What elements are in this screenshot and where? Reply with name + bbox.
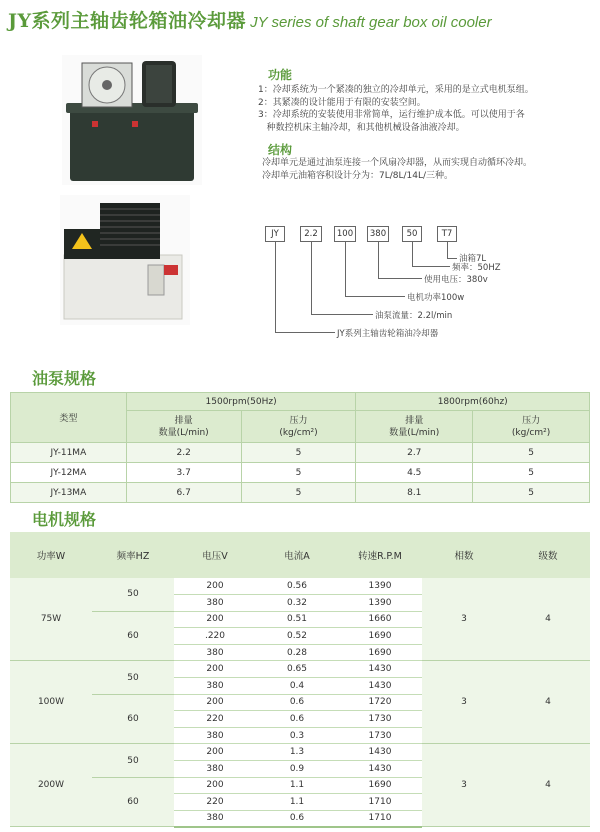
motor-voltage: 200 xyxy=(174,611,256,628)
connector xyxy=(345,242,346,296)
annotation-power: 电机功率100w xyxy=(407,293,465,303)
motor-header-current: 电流A xyxy=(256,532,338,578)
motor-power: 100W xyxy=(10,661,92,744)
model-box-power: 100 xyxy=(334,226,356,242)
connector xyxy=(412,242,413,266)
motor-current: 0.6 xyxy=(256,810,338,827)
motor-current: 0.32 xyxy=(256,595,338,612)
pump-header-pressure xyxy=(473,411,590,443)
pump-pressure-label: 压力 xyxy=(289,415,308,426)
page-title xyxy=(8,6,492,38)
motor-current: 1.1 xyxy=(256,794,338,811)
structure-text xyxy=(262,157,597,182)
motor-header-voltage: 电压V xyxy=(174,532,256,578)
motor-speed: 1710 xyxy=(338,794,422,811)
product-photo-cooler-large xyxy=(62,55,202,185)
pump-header-group1: 1500rpm(50Hz) xyxy=(126,393,356,411)
motor-speed: 1690 xyxy=(338,628,422,645)
table-row xyxy=(10,661,590,678)
table-row xyxy=(10,578,590,595)
annotation-series: JY系列主轴齿轮箱油冷却器 xyxy=(337,329,439,339)
pump-header-type: 类型 xyxy=(11,393,127,443)
motor-current: 0.9 xyxy=(256,761,338,778)
motor-voltage: 380 xyxy=(174,678,256,695)
motor-frequency: 50 xyxy=(92,661,174,694)
pump-pressure-60hz: 5 xyxy=(473,443,590,463)
motor-spec-title: 电机规格 xyxy=(32,510,97,529)
model-box-voltage: 380 xyxy=(367,226,389,242)
structure-line: 冷却单元油箱容积设计分为：7L/8L/14L/三种。 xyxy=(262,170,454,181)
motor-voltage: 220 xyxy=(174,794,256,811)
pump-flow-50hz: 6.7 xyxy=(126,483,241,503)
function-line: 1：冷却系统为一个紧凑的独立的冷却单元，采用的是立式电机泵组。 xyxy=(258,85,534,95)
motor-poles: 4 xyxy=(506,744,590,827)
motor-spec-table xyxy=(10,532,590,828)
motor-poles: 4 xyxy=(506,661,590,744)
motor-speed: 1430 xyxy=(338,678,422,695)
pump-flow-50hz: 2.2 xyxy=(126,443,241,463)
pump-flow-label: 排量 xyxy=(174,415,193,426)
motor-power: 200W xyxy=(10,744,92,827)
pump-type: JY-12MA xyxy=(11,463,127,483)
connector xyxy=(378,278,422,279)
pump-pressure-60hz: 5 xyxy=(473,463,590,483)
pump-flow-60hz: 8.1 xyxy=(356,483,473,503)
motor-frequency: 50 xyxy=(92,578,174,611)
annotation-flow: 油泵流量：2.2l/min xyxy=(375,311,453,321)
title-en: JY series of shaft gear box oil cooler xyxy=(250,14,492,31)
function-line: 种数控机床主轴冷却，和其他机械设备油液冷却。 xyxy=(258,122,465,133)
function-line: 2：其紧凑的设计能用于有限的安装空间。 xyxy=(258,97,426,108)
pump-type: JY-13MA xyxy=(11,483,127,503)
connector xyxy=(447,258,457,259)
structure-heading: 结构 xyxy=(268,143,293,157)
motor-speed: 1390 xyxy=(338,578,422,595)
model-box-series: JY xyxy=(265,226,285,242)
motor-speed: 1430 xyxy=(338,744,422,761)
pump-flow-50hz: 3.7 xyxy=(126,463,241,483)
motor-current: 0.4 xyxy=(256,678,338,695)
motor-voltage: .220 xyxy=(174,628,256,645)
motor-current: 0.52 xyxy=(256,628,338,645)
pump-pressure-50hz: 5 xyxy=(241,443,356,463)
function-heading: 功能 xyxy=(268,68,293,82)
motor-frequency: 50 xyxy=(92,744,174,777)
motor-header-phase: 相数 xyxy=(422,532,506,578)
motor-phase: 3 xyxy=(422,578,506,661)
connector xyxy=(412,266,450,267)
pump-pressure-unit: (kg/cm²) xyxy=(511,427,551,438)
function-text xyxy=(258,84,593,134)
pump-pressure-50hz: 5 xyxy=(241,483,356,503)
motor-voltage: 200 xyxy=(174,661,256,678)
motor-speed: 1690 xyxy=(338,777,422,794)
motor-header-power: 功率W xyxy=(10,532,92,578)
connector xyxy=(275,242,276,332)
pump-pressure-50hz: 5 xyxy=(241,463,356,483)
connector xyxy=(345,296,405,297)
motor-current: 1.1 xyxy=(256,777,338,794)
motor-speed: 1430 xyxy=(338,761,422,778)
motor-current: 1.3 xyxy=(256,744,338,761)
pump-spec-title: 油泵规格 xyxy=(32,369,97,388)
pump-flow-label: 排量 xyxy=(405,415,424,426)
motor-frequency: 60 xyxy=(92,611,174,661)
pump-pressure-60hz: 5 xyxy=(473,483,590,503)
pump-header-pressure xyxy=(241,411,356,443)
pump-header-group2: 1800rpm(60hz) xyxy=(356,393,590,411)
table-row xyxy=(10,744,590,761)
connector xyxy=(447,242,448,258)
motor-voltage: 220 xyxy=(174,711,256,728)
motor-voltage: 200 xyxy=(174,744,256,761)
pump-header-flow xyxy=(356,411,473,443)
connector xyxy=(311,314,373,315)
pump-flow-60hz: 4.5 xyxy=(356,463,473,483)
motor-voltage: 380 xyxy=(174,761,256,778)
motor-voltage: 380 xyxy=(174,644,256,661)
pump-header-flow xyxy=(126,411,241,443)
pump-pressure-unit: (kg/cm²) xyxy=(279,427,318,438)
pump-spec-table xyxy=(10,392,590,503)
motor-speed: 1390 xyxy=(338,595,422,612)
connector xyxy=(378,242,379,278)
table-row xyxy=(11,483,590,503)
motor-voltage: 200 xyxy=(174,777,256,794)
function-line: 3：冷却系统的安装使用非常简单，运行维护成本低。可以使用于各 xyxy=(258,110,525,120)
motor-voltage: 380 xyxy=(174,595,256,612)
pump-flow-60hz: 2.7 xyxy=(356,443,473,463)
annotation-voltage: 使用电压：380v xyxy=(424,275,488,285)
table-row xyxy=(11,443,590,463)
pump-flow-unit: 数量(L/min) xyxy=(158,427,209,438)
connector xyxy=(275,332,335,333)
motor-current: 0.51 xyxy=(256,611,338,628)
motor-poles: 4 xyxy=(506,578,590,661)
product-photo-cooler-small xyxy=(60,195,190,325)
annotation-tank: 油箱7L xyxy=(459,254,487,264)
motor-current: 0.65 xyxy=(256,661,338,678)
motor-speed: 1720 xyxy=(338,694,422,711)
pump-flow-unit: 数量(L/min) xyxy=(389,427,440,438)
motor-voltage: 200 xyxy=(174,694,256,711)
motor-speed: 1730 xyxy=(338,727,422,744)
model-code-diagram xyxy=(255,222,595,347)
motor-current: 0.6 xyxy=(256,711,338,728)
motor-speed: 1690 xyxy=(338,644,422,661)
model-box-flow: 2.2 xyxy=(300,226,322,242)
annotation-frequency: 频率：50HZ xyxy=(452,263,501,273)
title-cn: JY系列主轴齿轮箱油冷却器 xyxy=(8,10,247,32)
motor-current: 0.28 xyxy=(256,644,338,661)
motor-speed: 1730 xyxy=(338,711,422,728)
motor-frequency: 60 xyxy=(92,694,174,744)
motor-speed: 1710 xyxy=(338,810,422,827)
motor-header-speed: 转速R.P.M xyxy=(338,532,422,578)
model-box-frequency: 50 xyxy=(402,226,422,242)
pump-pressure-label: 压力 xyxy=(522,415,541,426)
motor-header-poles: 级数 xyxy=(506,532,590,578)
motor-voltage: 380 xyxy=(174,810,256,827)
motor-voltage: 200 xyxy=(174,578,256,595)
structure-line: 冷却单元是通过油泵连接一个风扇冷却器，从而实现自动循环冷却。 xyxy=(262,158,533,168)
motor-phase: 3 xyxy=(422,661,506,744)
motor-current: 0.56 xyxy=(256,578,338,595)
motor-speed: 1430 xyxy=(338,661,422,678)
pump-type: JY-11MA xyxy=(11,443,127,463)
motor-speed: 1660 xyxy=(338,611,422,628)
motor-header-frequency: 频率HZ xyxy=(92,532,174,578)
motor-frequency: 60 xyxy=(92,777,174,827)
motor-current: 0.6 xyxy=(256,694,338,711)
motor-voltage: 380 xyxy=(174,727,256,744)
connector xyxy=(311,242,312,314)
motor-power: 75W xyxy=(10,578,92,661)
model-box-tank: T7 xyxy=(437,226,457,242)
motor-current: 0.3 xyxy=(256,727,338,744)
motor-phase: 3 xyxy=(422,744,506,827)
table-row xyxy=(11,463,590,483)
